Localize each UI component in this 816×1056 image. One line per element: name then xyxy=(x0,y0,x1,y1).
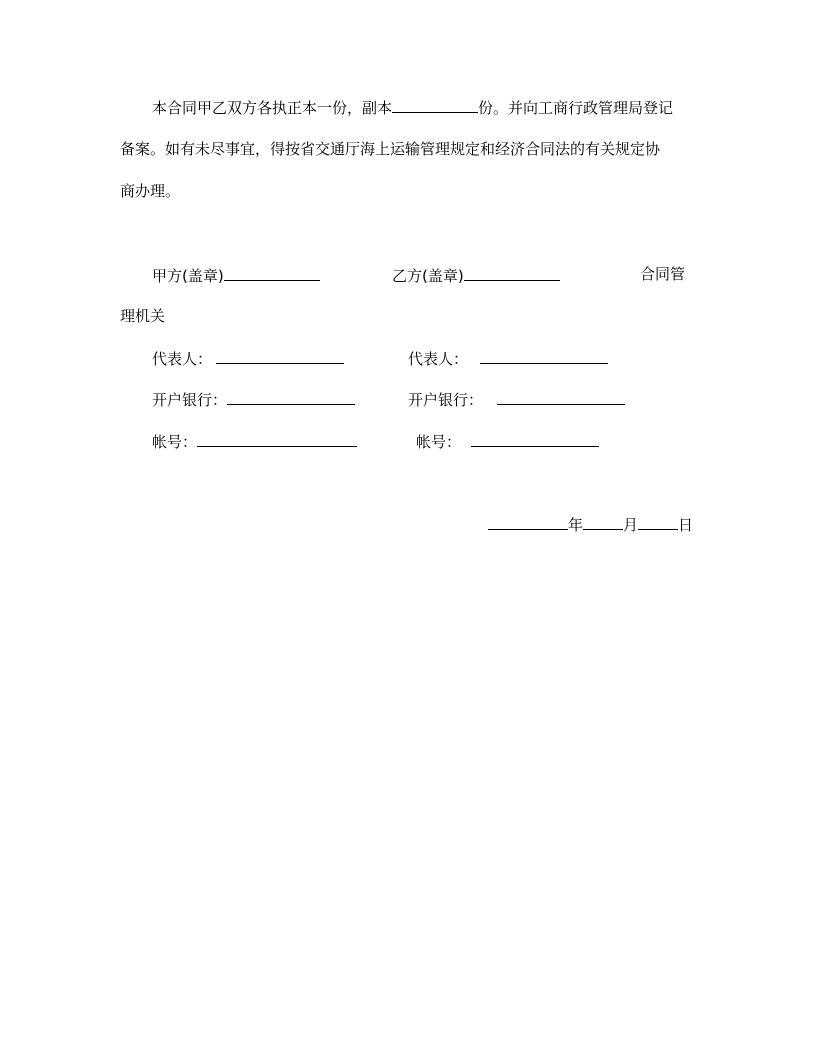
party-a-blank xyxy=(224,264,320,281)
paragraph-line-1-start: 本合同甲乙双方各执正本一份，副本 xyxy=(152,99,393,117)
party-b-representative-label: 代表人： xyxy=(408,350,469,368)
party-b-bank-label: 开户银行： xyxy=(408,391,484,409)
party-b-bank xyxy=(408,388,625,410)
party-a-label: 甲方(盖章) xyxy=(152,267,224,285)
paragraph-line-2: 备案。如有未尽事宜，得按省交通厅海上运输管理规定和经济合同法的有关规定协 xyxy=(120,140,661,158)
party-a-account xyxy=(152,430,357,452)
party-a-representative-blank xyxy=(216,347,344,364)
day-blank xyxy=(638,513,678,530)
authority-label-b: 理机关 xyxy=(120,307,166,325)
paragraph-line-1-end: 份。并向工商行政管理局登记 xyxy=(478,99,674,117)
signing-date xyxy=(488,513,693,535)
party-a-representative xyxy=(152,347,344,369)
copies-blank xyxy=(392,96,478,113)
year-label: 年 xyxy=(568,516,584,534)
party-b-account xyxy=(416,430,599,452)
party-a-bank xyxy=(152,388,355,410)
month-blank xyxy=(583,513,623,530)
party-a-representative-label: 代表人： xyxy=(152,350,213,368)
party-b-seal xyxy=(392,264,560,286)
party-b-account-blank xyxy=(471,430,599,447)
party-a-seal xyxy=(152,264,320,286)
party-b-representative xyxy=(408,347,608,369)
authority-label-a: 合同管 xyxy=(640,265,686,283)
year-blank xyxy=(488,513,568,530)
paragraph-line-3: 商办理。 xyxy=(120,182,181,200)
party-b-label: 乙方(盖章) xyxy=(392,267,464,285)
party-a-account-blank xyxy=(197,430,357,447)
party-b-blank xyxy=(464,264,560,281)
day-label: 日 xyxy=(678,516,694,534)
party-b-bank-blank xyxy=(497,388,625,405)
party-b-account-label: 帐号： xyxy=(416,433,462,451)
party-a-bank-label: 开户银行： xyxy=(152,391,228,409)
month-label: 月 xyxy=(623,516,639,534)
paragraph-line-1 xyxy=(152,96,673,118)
party-b-representative-blank xyxy=(480,347,608,364)
party-a-account-label: 帐号： xyxy=(152,433,198,451)
party-a-bank-blank xyxy=(227,388,355,405)
